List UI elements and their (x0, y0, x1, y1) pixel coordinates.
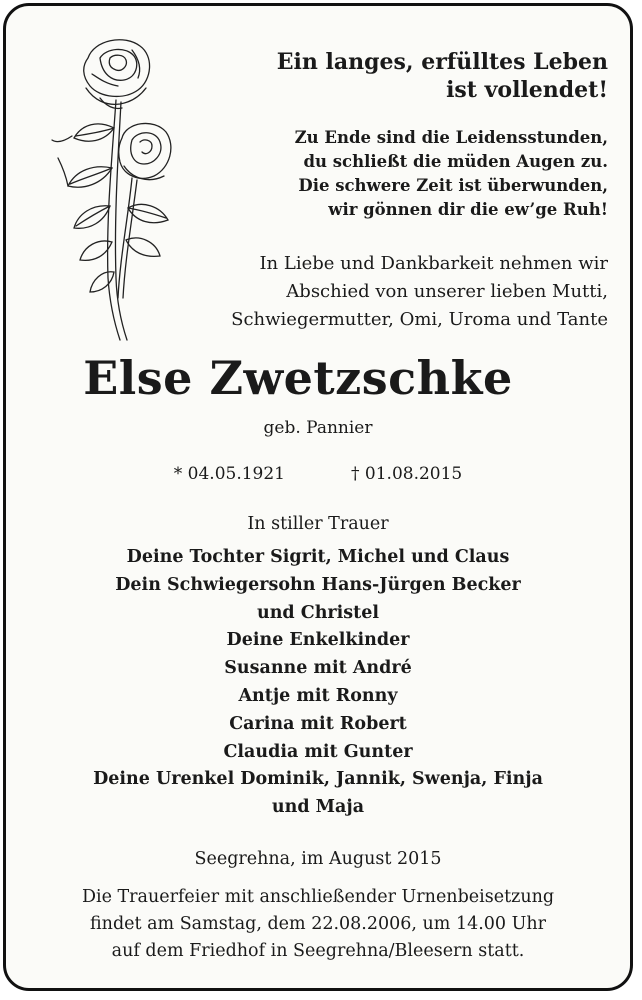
verse-line: Die schwere Zeit ist überwunden, (298, 176, 608, 195)
headline-line: ist vollendet! (446, 77, 608, 103)
mourner-line: und Maja (271, 797, 365, 818)
service-line: auf dem Friedhof in Seegrehna/Bleesern statt. (111, 941, 525, 961)
service-info (6, 884, 630, 965)
headline (188, 48, 608, 104)
intro-line: Abschied von unserer lieben Mutti, (286, 281, 608, 302)
life-dates (6, 462, 630, 486)
service-line: Die Trauerfeier mit anschließender Urnenbeisetzung (81, 887, 555, 907)
mourner-line: Antje mit Ronny (238, 685, 398, 706)
service-line: findet am Samstag, dem 22.08.2006, um 14.00 Uhr (90, 914, 546, 934)
intro-text (138, 250, 608, 334)
verse-line: du schließt die müden Augen zu. (303, 152, 608, 171)
obituary-card (3, 3, 633, 991)
verse (188, 126, 608, 222)
mourner-line: Deine Tochter Sigrit, Michel und Claus (126, 547, 510, 567)
intro-line: Schwiegermutter, Omi, Uroma und Tante (231, 309, 608, 330)
death-date: † 01.08.2015 (351, 464, 463, 484)
deceased-name: Else Zwetzschke (83, 351, 513, 405)
mourner-line: Carina mit Robert (229, 713, 407, 734)
mourner-line: und Christel (256, 602, 379, 623)
intro-line: In Liebe und Dankbarkeit nehmen wir (259, 253, 608, 274)
mourners-list (6, 544, 630, 822)
verse-line: wir gönnen dir die ew’ge Ruh! (328, 200, 608, 219)
birth-date: * 04.05.1921 (173, 464, 285, 484)
mourner-line: Deine Urenkel Dominik, Jannik, Swenja, Finja (93, 769, 543, 790)
birth-name: geb. Pannier (263, 418, 373, 438)
headline-line: Ein langes, erfülltes Leben (276, 49, 608, 75)
mourner-line: Claudia mit Gunter (223, 741, 413, 762)
mourner-line: Susanne mit André (224, 658, 412, 679)
mourner-line: Dein Schwiegersohn Hans-Jürgen Becker (115, 574, 521, 595)
grief-line: In stiller Trauer (247, 514, 389, 534)
mourner-line: Deine Enkelkinder (226, 630, 410, 651)
place-date: Seegrehna, im August 2015 (194, 849, 442, 869)
verse-line: Zu Ende sind die Leidensstunden, (294, 128, 608, 147)
